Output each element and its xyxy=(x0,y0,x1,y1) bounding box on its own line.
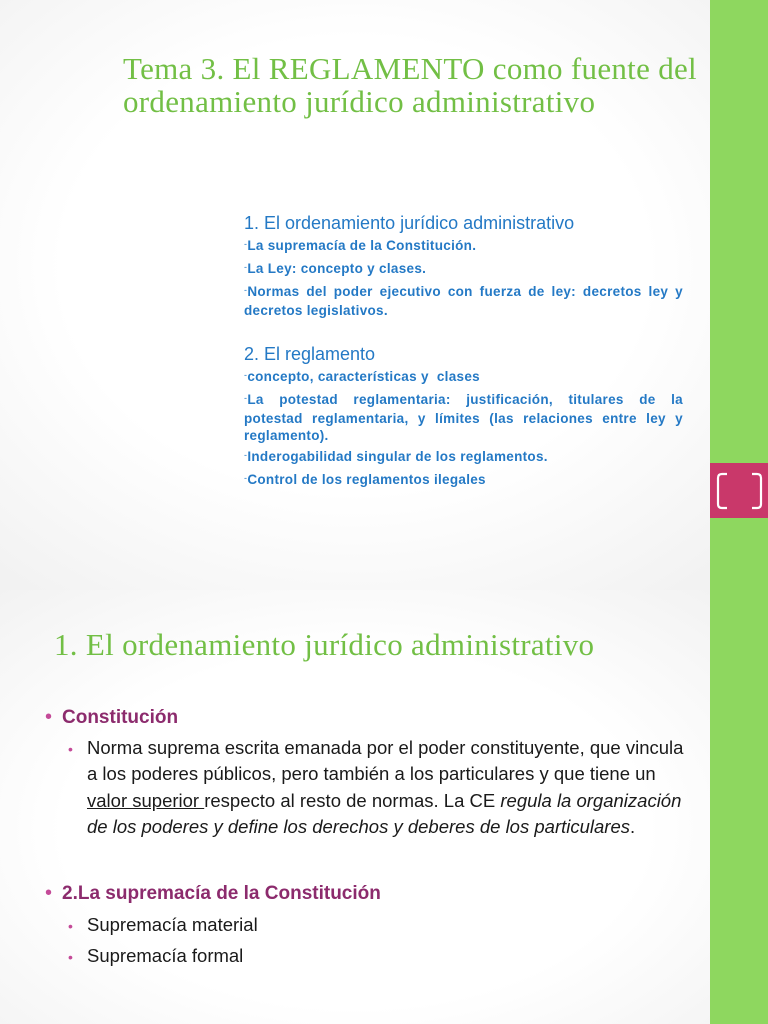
outline-item xyxy=(244,260,683,279)
outline-item-text: reglamento). xyxy=(244,428,329,443)
outline-item xyxy=(244,391,683,444)
outline-item-line xyxy=(244,471,683,490)
outline-item xyxy=(244,471,683,490)
text-line xyxy=(87,735,683,761)
sub-bullet-item xyxy=(68,735,683,840)
outline-item-line xyxy=(244,410,683,427)
bracket-frame-icon xyxy=(710,463,768,518)
text-line xyxy=(87,814,683,840)
outline-item-text: decretos legislativos. xyxy=(244,303,388,318)
outline-item xyxy=(244,237,683,256)
sub-bullet-text: Supremacía material xyxy=(87,914,258,935)
outline-item-text: La supremacía de la Constitución. xyxy=(247,238,477,253)
slide-heading: 1. El ordenamiento jurídico administrativo xyxy=(54,627,595,662)
bullet-group xyxy=(45,881,381,969)
text-segment: a los poderes públicos, pero también a los particulares y que tiene un xyxy=(87,763,656,785)
sub-bullet-item xyxy=(68,943,381,969)
text-segment: Norma suprema escrita emanada por el poder constituyente, que vincula xyxy=(87,737,684,758)
outline-section xyxy=(244,212,683,319)
bullet-item xyxy=(45,881,381,905)
outline-item-list xyxy=(244,368,683,490)
outline-item xyxy=(244,368,683,387)
dash-marker: - xyxy=(244,285,248,295)
italic-text: de los poderes y define los derechos y deberes de los particulares xyxy=(87,815,630,837)
outline-item-line xyxy=(244,283,683,302)
sub-bullet-marker: • xyxy=(68,918,73,934)
title-line: Tema 3. El REGLAMENTO como fuente del xyxy=(123,51,697,86)
outline-item-text: potestad reglamentaria, y límites (las relaciones entre ley y xyxy=(244,411,683,426)
dash-marker: - xyxy=(244,450,248,460)
text-line xyxy=(87,788,683,814)
slide-title xyxy=(123,52,697,118)
outline-section-heading: 1. El ordenamiento jurídico administrativo xyxy=(244,213,575,233)
slide-outline xyxy=(244,212,683,490)
outline-section-heading: 2. El reglamento xyxy=(244,344,376,364)
outline-item xyxy=(244,283,683,319)
dash-marker: - xyxy=(244,473,248,483)
outline-item-text: Control de los reglamentos ilegales xyxy=(247,472,486,487)
outline-section xyxy=(244,343,683,490)
outline-item-line xyxy=(244,391,683,410)
outline-item-text: Inderogabilidad singular de los reglamentos. xyxy=(247,449,548,464)
bullet-group xyxy=(45,705,683,840)
sub-bullet-marker: • xyxy=(68,741,73,757)
slide-number-badge xyxy=(710,463,768,518)
bullet-label: Constitución xyxy=(62,707,179,728)
underlined-text: valor superior xyxy=(87,789,205,811)
sub-bullet-marker: • xyxy=(68,949,73,965)
bullet-marker: • xyxy=(45,706,53,728)
text-segment: respecto al resto de normas. La CE xyxy=(204,789,501,811)
sub-bullet-text: Supremacía formal xyxy=(87,945,244,966)
bullet-marker: • xyxy=(45,882,53,904)
outline-item-line xyxy=(244,237,683,256)
text-line xyxy=(87,761,683,787)
dash-marker: - xyxy=(244,239,248,249)
dash-marker: - xyxy=(244,262,248,272)
outline-item-text: La Ley: concepto y clases. xyxy=(247,261,427,276)
outline-item-line xyxy=(244,260,683,279)
bullet-item xyxy=(45,705,683,729)
sub-bullet-item xyxy=(68,912,381,938)
dash-marker: - xyxy=(244,393,248,403)
outline-item-line xyxy=(244,368,683,387)
outline-item-text: concepto, características y clases xyxy=(247,369,480,384)
dash-marker: - xyxy=(244,370,248,380)
outline-item-list xyxy=(244,237,683,319)
outline-item-line xyxy=(244,302,683,319)
text-segment: . xyxy=(630,815,636,837)
outline-item xyxy=(244,448,683,467)
title-line: ordenamiento jurídico administrativo xyxy=(123,84,596,119)
sub-bullet-text xyxy=(87,735,683,840)
italic-text: regula la organización xyxy=(500,789,682,811)
outline-item-text: La potestad reglamentaria: justificación, titulares de la xyxy=(247,392,683,407)
bullet-label: 2.La supremacía de la Constitución xyxy=(62,883,381,904)
outline-item-line xyxy=(244,427,683,444)
outline-item-line xyxy=(244,448,683,467)
outline-item-text: Normas del poder ejecutivo con fuerza de ley: decretos ley y xyxy=(247,284,683,299)
